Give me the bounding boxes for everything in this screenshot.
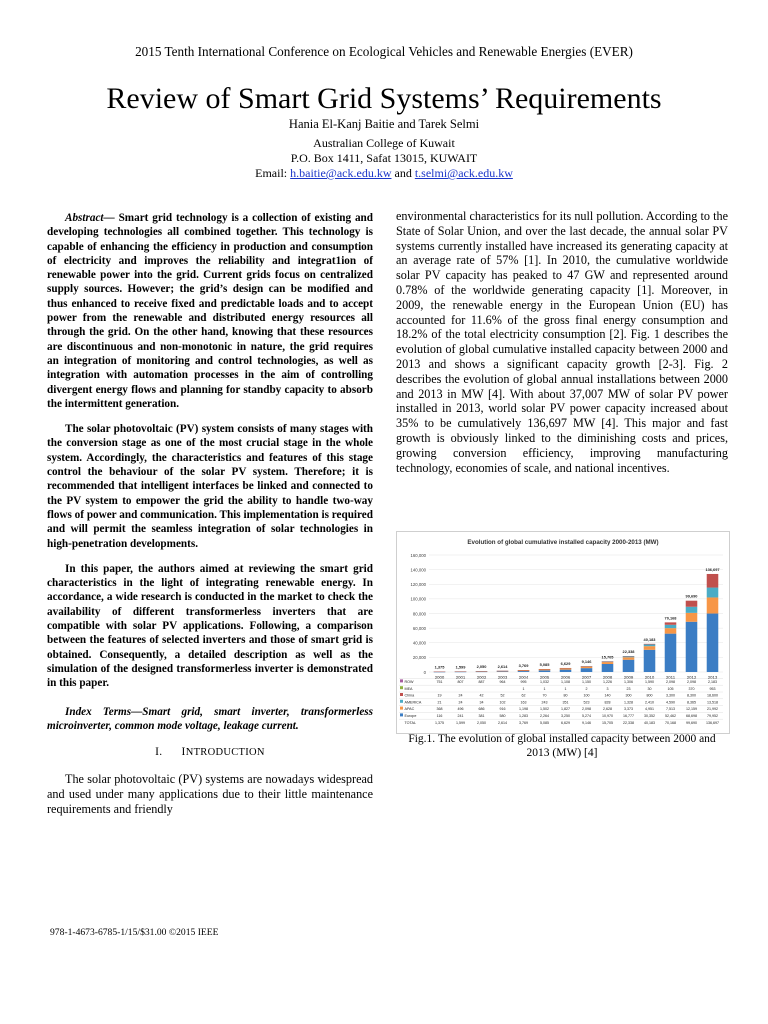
table-cell: 9,146 xyxy=(582,720,591,725)
legend-swatch-mea xyxy=(400,686,403,689)
bar-total-label: 6,629 xyxy=(560,660,571,666)
figure-1-caption: Fig.1. The evolution of global installed capacity between 2000 and 2013 (MW) [4] xyxy=(408,733,716,759)
table-cell: 2,264 xyxy=(540,714,549,718)
x-tick-label: 2013 xyxy=(707,675,718,680)
table-cell: 5,274 xyxy=(582,714,591,718)
table-cell: 3,250 xyxy=(561,714,570,718)
bar-total-label: 15,705 xyxy=(601,654,614,660)
bar-segment-china xyxy=(686,601,698,607)
bar-segment-apac xyxy=(686,613,698,622)
bar-segment-europe xyxy=(644,650,656,672)
y-tick-label: 60,000 xyxy=(412,625,426,631)
table-cell: 24 xyxy=(458,700,463,705)
bar-segment-europe xyxy=(518,671,530,672)
x-tick-label: 2009 xyxy=(623,675,634,680)
bar-total-label: 5,085 xyxy=(539,662,550,668)
table-cell: 18,600 xyxy=(707,693,718,698)
table-cell: 100 xyxy=(583,693,590,698)
table-cell: 42 xyxy=(479,693,484,698)
table-cell: 1 xyxy=(564,686,567,691)
table-cell: 2,183 xyxy=(708,680,717,684)
bar-total-label: 40,183 xyxy=(643,636,656,642)
x-tick-label: 2001 xyxy=(455,675,466,680)
legend-swatch-china xyxy=(400,693,403,696)
table-row-label: TOTAL xyxy=(404,720,417,725)
y-tick-label: 40,000 xyxy=(412,640,426,646)
table-cell: 2 xyxy=(585,686,588,691)
section-title-rest: NTRODUCTION xyxy=(185,747,265,759)
table-cell: 6,629 xyxy=(561,720,570,725)
affiliation-block xyxy=(0,136,768,181)
table-cell: 995 xyxy=(520,680,527,684)
x-tick-label: 2008 xyxy=(602,675,613,680)
table-row-label: China xyxy=(404,693,415,698)
table-cell: 4,590 xyxy=(666,700,675,705)
table-cell: 1,226 xyxy=(603,680,612,684)
table-cell: 887 xyxy=(478,680,485,684)
table-cell: 22,338 xyxy=(623,720,634,725)
table-cell: 1,198 xyxy=(519,707,528,712)
table-cell: 580 xyxy=(499,714,506,718)
table-cell: 52 xyxy=(500,693,505,698)
bar-segment-america xyxy=(644,644,656,646)
x-tick-label: 2010 xyxy=(644,675,655,680)
table-cell: 2,098 xyxy=(687,680,696,684)
chart-title: Evolution of global cumulative installed capacity 2000-2013 (MW) xyxy=(467,539,659,546)
table-cell: 370 xyxy=(688,686,695,691)
abstract-label: Abstract— xyxy=(65,212,115,224)
copyright-footer: 978-1-4673-6785-1/15/$31.00 ©2015 IEEE xyxy=(50,927,219,938)
bar-segment-china xyxy=(707,574,719,588)
table-cell: 1,375 xyxy=(435,720,444,725)
email-link-1[interactable]: h.baitie@ack.edu.kw xyxy=(290,166,392,180)
address: P.O. Box 1411, Safat 13015, KUWAIT xyxy=(290,151,478,165)
index-terms: Index Terms—Smart grid, smart inverter, transformerless microinverter, common mode voltage, leakage current. xyxy=(47,705,373,732)
table-row-label: ROW xyxy=(404,680,414,684)
table-cell: 3,769 xyxy=(519,720,528,725)
table-cell: 70,168 xyxy=(665,720,676,725)
right-column: environmental characteristics for its null pollution. According to the State of Solar Union, and over the last decade, the annual solar PV systems currently installed have increased its generating capacity at an average rate of 57% [1]. In 2010, the cumulative worldwide solar PV capacity has peaked to 47 GW and represented around 0.78% of the worldwide generating capacity [1]. Moreover, in 2009, the renewable energy in the European Union (EU) has accounted for 11.6% of the gross final energy consumption and 18.2% of the total electricity consumption [2]. Fig. 1 describes the evolution of global cumulative installed capacity between 2000 and 2013 and shows a significant capacity growth [2-3]. Fig. 2 describes the evolution of global annual installations between 2000 and 2013 in MW [4]. With about 37,007 MW of solar PV power installed in 2013, world solar PV power capacity increased about 35% to be cumulatively 136,697 MW [4]. This major and fast growth is obviously linked to the diminishing costs and prices, growing conversion efficiency, improving manufacturing technology, economies of scale, and national incentives. xyxy=(396,209,728,475)
table-cell: 1,827 xyxy=(561,707,570,712)
section-title-first: I xyxy=(181,746,186,759)
table-cell: 523 xyxy=(583,700,590,705)
y-tick-label: 100,000 xyxy=(410,596,426,602)
section-number: I. xyxy=(155,746,163,759)
table-cell: 102 xyxy=(499,700,506,705)
table-cell: 7,513 xyxy=(666,707,675,712)
table-cell: 1 xyxy=(522,686,525,691)
y-tick-label: 160,000 xyxy=(410,552,426,558)
y-tick-label: 140,000 xyxy=(410,567,426,573)
table-cell: 13,518 xyxy=(707,700,718,705)
table-cell: 3,300 xyxy=(666,693,675,698)
bar-total-label: 99,690 xyxy=(685,593,698,599)
y-tick-label: 20,000 xyxy=(412,655,426,661)
introduction-paragraph: The solar photovoltaic (PV) systems are nowadays widespread and used under many applications due to their little maintenance requirements and friendly xyxy=(47,772,373,816)
x-tick-label: 2005 xyxy=(539,675,550,680)
paper-title: Review of Smart Grid Systems’ Requirements xyxy=(106,82,662,115)
affiliation: Australian College of Kuwait xyxy=(313,136,455,150)
table-cell: 1,599 xyxy=(456,720,465,725)
bar-total-label: 2,050 xyxy=(476,664,487,670)
table-cell: 2,614 xyxy=(498,720,507,725)
table-cell: 79,952 xyxy=(707,714,718,718)
table-cell: 163 xyxy=(520,700,527,705)
email-link-2[interactable]: t.selmi@ack.edu.kw xyxy=(414,166,513,180)
table-cell: 2,098 xyxy=(582,707,591,712)
bar-segment-america xyxy=(707,588,719,598)
table-cell: 2,098 xyxy=(666,680,675,684)
table-cell: 243 xyxy=(541,700,548,705)
table-cell: 19 xyxy=(437,693,442,698)
email-and: and xyxy=(394,166,412,180)
table-cell: 1,150 xyxy=(582,680,591,684)
table-cell: 916 xyxy=(499,707,506,712)
table-row-label: MEA xyxy=(404,686,413,691)
table-cell: 34 xyxy=(479,700,484,705)
email-label: Email: xyxy=(255,166,288,180)
table-cell: 751 xyxy=(436,680,443,684)
x-tick-label: 2002 xyxy=(476,675,487,680)
bar-total-label: 3,769 xyxy=(518,663,529,669)
bar-total-label: 1,375 xyxy=(434,664,445,670)
table-cell: 140 xyxy=(604,693,611,698)
table-cell: 136,697 xyxy=(706,720,719,725)
table-cell: 1,590 xyxy=(645,680,654,684)
bar-total-label: 1,599 xyxy=(455,664,466,670)
table-row-label: AMERICA xyxy=(404,700,422,705)
x-tick-label: 2011 xyxy=(665,675,676,680)
table-cell: 964 xyxy=(499,680,506,684)
bar-total-label: 136,697 xyxy=(705,566,720,572)
table-row-label: APAC xyxy=(404,707,415,712)
table-cell: 30 xyxy=(647,686,652,691)
bar-segment-apac xyxy=(623,657,635,659)
table-cell: 24 xyxy=(458,693,463,698)
bar-segment-europe xyxy=(623,660,635,672)
table-cell: 1,328 xyxy=(624,700,633,705)
bar-segment-apac xyxy=(581,667,593,669)
left-column xyxy=(47,211,373,817)
table-cell: 10,970 xyxy=(602,714,613,718)
table-cell: 807 xyxy=(457,680,464,684)
x-tick-label: 2006 xyxy=(560,675,571,680)
x-tick-label: 2004 xyxy=(518,675,529,680)
table-cell: 116 xyxy=(436,714,443,718)
bar-total-label: 70,168 xyxy=(664,615,677,621)
y-tick-label: 80,000 xyxy=(412,611,426,617)
abstract-paragraph-2: The solar photovoltaic (PV) system consists of many stages with the conversion stage as one of the most crucial stage in the whole system. Accordingly, the characteristics and features of this stage control the behaviour of the solar PV system. Therefore; it is recommended that intelligent interfaces be linked and connected to the PV system to empower the grid the ability to handle two-way flows of power and communication. This implementation is required and will permit the seamless integration of solar technologies in high-penetration developments. xyxy=(47,423,373,550)
table-cell: 2,628 xyxy=(603,707,612,712)
abstract-paragraph-3: In this paper, the authors aimed at reviewing the smart grid characteristics in the light of integrating renewable energy. In accordance, a wide research is conducted in the market to check the availability of different transformerless inverters that are compatible with solar PV applications. Following, a comparison between the features of selected inverters and those of smart grid is obtained. Consequently, a detailed description as well as the simulation of the designed transformerless inverter is demonstrated in this paper. xyxy=(47,562,373,690)
bar-segment-apac xyxy=(644,646,656,650)
table-cell: 52,462 xyxy=(665,714,676,718)
table-cell: 8,365 xyxy=(687,700,696,705)
table-row-label: Europe xyxy=(404,714,417,718)
bar-total-label: 9,146 xyxy=(581,659,592,665)
x-tick-label: 2012 xyxy=(686,675,697,680)
bar-segment-apac xyxy=(560,668,572,669)
bar-total-label: 22,338 xyxy=(622,649,635,655)
bar-segment-apac xyxy=(602,662,614,664)
table-cell: 2,050 xyxy=(477,720,486,725)
authors: Hania El-Kanj Baitie and Tarek Selmi xyxy=(288,117,480,131)
email-line xyxy=(0,166,768,181)
table-cell: 800 xyxy=(646,693,653,698)
bar-segment-america xyxy=(686,607,698,613)
table-cell: 8,300 xyxy=(687,693,696,698)
table-cell: 40,183 xyxy=(644,720,655,725)
bar-segment-europe xyxy=(602,664,614,672)
table-cell: 351 xyxy=(562,700,569,705)
table-cell: 4,951 xyxy=(645,707,654,712)
table-cell: 105 xyxy=(667,686,674,691)
x-tick-label: 2000 xyxy=(434,675,445,680)
bar-segment-europe xyxy=(581,668,593,672)
table-cell: 1,306 xyxy=(624,680,633,684)
table-cell: 2,410 xyxy=(645,700,654,705)
table-cell: 16,777 xyxy=(623,714,634,718)
table-cell: 828 xyxy=(604,700,611,705)
table-cell: 23 xyxy=(626,686,631,691)
table-cell: 368 xyxy=(436,707,443,712)
legend-swatch-america xyxy=(400,700,403,703)
bar-segment-apac xyxy=(707,597,719,613)
x-tick-label: 2007 xyxy=(581,675,592,680)
bar-segment-china xyxy=(644,644,656,645)
table-cell: 1,032 xyxy=(540,680,549,684)
table-cell: 381 xyxy=(478,714,485,718)
table-cell: 15,705 xyxy=(602,720,613,725)
table-cell: 5,085 xyxy=(540,720,549,725)
table-cell: 953 xyxy=(709,686,716,691)
figure-1-chart xyxy=(396,531,730,734)
bar-segment-europe xyxy=(539,670,551,672)
bar-total-label: 2,614 xyxy=(497,663,508,669)
table-cell: 3 xyxy=(606,686,609,691)
table-cell: 21 xyxy=(437,700,442,705)
bar-segment-europe xyxy=(686,622,698,672)
y-tick-label: 120,000 xyxy=(410,582,426,588)
table-cell: 70 xyxy=(542,693,547,698)
abstract-paragraph-1 xyxy=(47,211,373,411)
table-cell: 686 xyxy=(478,707,485,712)
table-cell: 1,283 xyxy=(519,714,528,718)
y-tick-label: 0 xyxy=(423,669,426,675)
bar-segment-america xyxy=(665,625,677,628)
table-cell: 1,502 xyxy=(540,707,549,712)
legend-swatch-europe xyxy=(400,713,403,716)
section-heading-introduction xyxy=(47,745,373,760)
table-cell: 1 xyxy=(543,686,546,691)
table-cell: 300 xyxy=(625,693,632,698)
table-cell: 12,159 xyxy=(686,707,697,712)
conference-header: 2015 Tenth International Conference on Ecological Vehicles and Renewable Energies (EVER) xyxy=(135,44,633,59)
table-cell: 21,992 xyxy=(707,707,718,712)
table-cell: 99,690 xyxy=(686,720,697,725)
legend-swatch-row xyxy=(400,679,403,682)
table-cell: 496 xyxy=(457,707,464,712)
table-cell: 30,352 xyxy=(644,714,655,718)
legend-swatch-apac xyxy=(400,707,403,710)
bar-segment-europe xyxy=(707,614,719,672)
table-cell: 62 xyxy=(521,693,526,698)
abstract-text-1: Smart grid technology is a collection of existing and developing technologies all combined together. This technology is capable of enhancing the efficiency in production and consumption of electricity and improves the reliability and integrat1ion of renewable power into the grid. Current grids focus on centralized supply sources. However; the grid’s design can be modified and thus enhanced to receive fixed and predictable loads and to accept power from the renewable and distributed energy resources all through the grid. On the other hand, knowing that these resources are discontinuous and non-monotonic in nature, the grid requires an integration of monitoring and control technologies, as well as integration with automation processes in the aim of controlling divergent energy flows and planning for standby capacity to absorb the intermittent generation. xyxy=(47,212,373,410)
table-cell: 241 xyxy=(457,714,464,718)
x-tick-label: 2003 xyxy=(497,675,508,680)
cumulative-capacity-chart xyxy=(397,532,729,733)
table-cell: 3,373 xyxy=(624,707,633,712)
table-cell: 80 xyxy=(563,693,568,698)
bar-segment-apac xyxy=(665,628,677,633)
table-cell: 1,108 xyxy=(561,680,570,684)
bar-segment-europe xyxy=(560,670,572,672)
bar-segment-china xyxy=(665,622,677,624)
table-cell: 68,698 xyxy=(686,714,697,718)
bar-segment-europe xyxy=(665,634,677,672)
